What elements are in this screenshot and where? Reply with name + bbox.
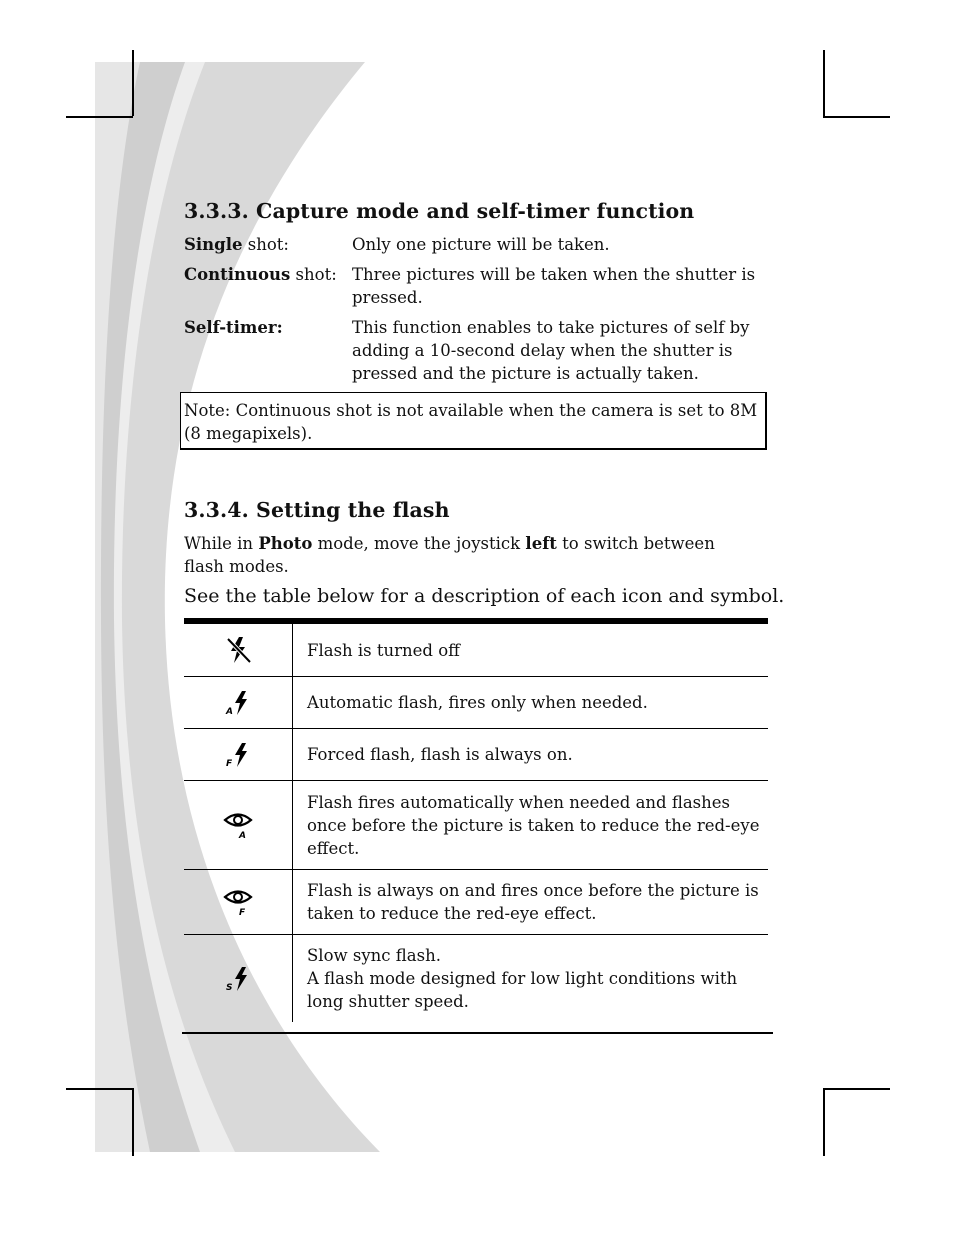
row-description: Forced flash, flash is always on. bbox=[307, 745, 573, 764]
table-row bbox=[184, 624, 768, 677]
desc-continuous-shot: Three pictures will be taken when the shutter is pressed. bbox=[352, 265, 756, 307]
row-description: Flash is turned off bbox=[307, 640, 460, 660]
icon-cell bbox=[184, 729, 293, 780]
icon-cell bbox=[184, 781, 293, 869]
table-bottom-rule bbox=[182, 1032, 773, 1034]
section-title-capture-mode: 3.3.3. Capture mode and self-timer function bbox=[184, 199, 695, 223]
desc-self-timer: This function enables to take pictures of self by adding a 10-second delay when the shutter is pressed and the picture is actually taken. bbox=[352, 318, 750, 383]
table-row bbox=[184, 677, 768, 729]
icon-cell bbox=[184, 624, 293, 676]
table-row bbox=[184, 935, 768, 1022]
crop-mark bbox=[823, 50, 825, 116]
flash-auto-icon bbox=[223, 689, 253, 717]
red-eye-auto-icon bbox=[222, 810, 254, 840]
flash-intro-paragraph: While in Photo mode, move the joystick left to switch between flash modes. bbox=[184, 534, 715, 576]
table-row bbox=[184, 781, 768, 870]
slow-sync-flash-icon bbox=[223, 965, 253, 993]
svg-text:A: A bbox=[226, 706, 233, 717]
term-continuous-shot: Continuous shot: bbox=[184, 265, 337, 284]
flash-off-icon bbox=[223, 636, 253, 664]
row-description-line: Slow sync flash. bbox=[307, 946, 441, 965]
desc-single-shot: Only one picture will be taken. bbox=[352, 235, 610, 254]
row-description-line: A flash mode designed for low light conditions with long shutter speed. bbox=[307, 969, 738, 1011]
crop-mark bbox=[132, 50, 134, 116]
crop-mark bbox=[66, 1088, 133, 1090]
row-description bbox=[293, 935, 768, 1022]
svg-text:A: A bbox=[239, 831, 246, 840]
icon-cell bbox=[184, 677, 293, 728]
row-description: Flash is always on and fires once before the picture is taken to reduce the red-eye effect. bbox=[307, 881, 759, 923]
row-description: Automatic flash, fires only when needed. bbox=[307, 693, 648, 712]
svg-text:F: F bbox=[226, 758, 233, 769]
table-caption: See the table below for a description of each icon and symbol. bbox=[184, 585, 785, 607]
crop-mark bbox=[823, 116, 890, 118]
flash-forced-icon bbox=[223, 741, 253, 769]
term-self-timer: Self-timer: bbox=[184, 318, 283, 337]
crop-mark bbox=[66, 116, 133, 118]
table-row bbox=[184, 870, 768, 935]
svg-text:S: S bbox=[226, 982, 233, 993]
crop-mark bbox=[823, 1088, 825, 1156]
crop-mark bbox=[823, 1088, 890, 1090]
term-single-shot: Single shot: bbox=[184, 235, 289, 254]
icon-cell bbox=[184, 870, 293, 934]
flash-modes-table bbox=[184, 624, 768, 1022]
row-description: Flash fires automatically when needed and flashes once before the picture is taken to reduce the red-eye effect. bbox=[307, 792, 760, 858]
table-row bbox=[184, 729, 768, 781]
section-title-flash: 3.3.4. Setting the flash bbox=[184, 498, 450, 522]
red-eye-forced-icon bbox=[222, 887, 254, 917]
icon-cell bbox=[184, 935, 293, 1022]
crop-mark bbox=[132, 1088, 134, 1156]
svg-text:F: F bbox=[239, 908, 246, 917]
note-box: Note: Continuous shot is not available when the camera is set to 8M (8 megapixels). bbox=[180, 392, 767, 450]
